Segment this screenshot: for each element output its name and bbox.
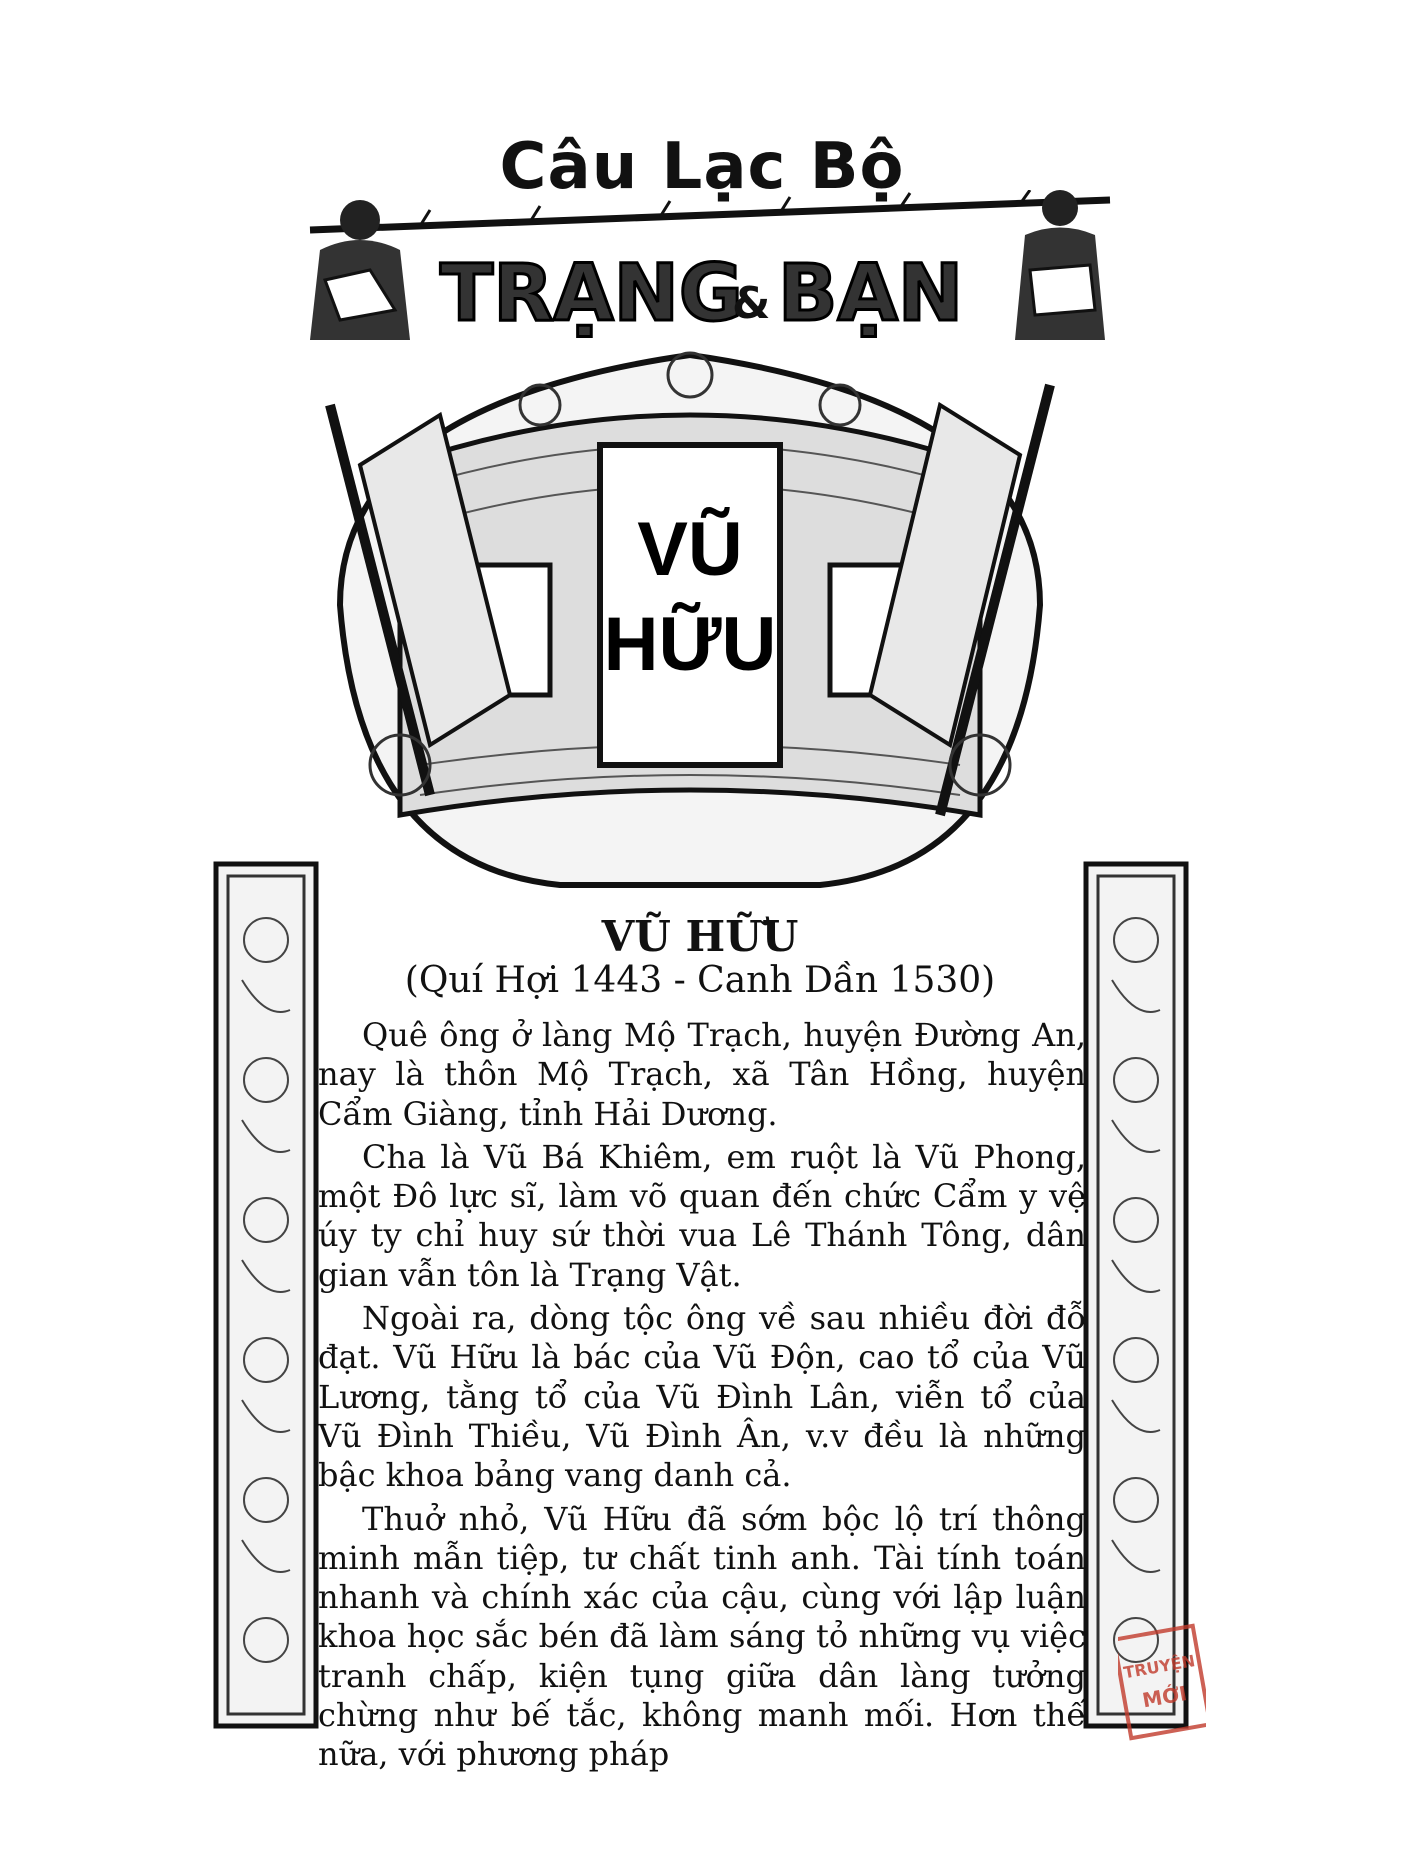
series-title: Câu Lạc Bộ — [499, 130, 905, 204]
figure-left-illustration — [310, 200, 410, 340]
left-pillar-border — [212, 860, 320, 1730]
plaque-line-2: HỮU — [603, 602, 777, 687]
ornamental-gate-illustration — [280, 345, 1100, 905]
plaque-line-1: VŨ — [637, 507, 743, 592]
watermark-line-2: MỚI — [1140, 1681, 1189, 1713]
watermark-stamp — [1118, 1622, 1206, 1742]
paragraph: Quê ông ở làng Mộ Trạch, huyện Đường An, nay là thôn Mộ Trạch, xã Tân Hồng, huyện Cẩm Giàng, tỉnh Hải Dương. — [318, 1016, 1086, 1133]
figure-right-illustration — [1015, 190, 1105, 340]
paragraph: Thuở nhỏ, Vũ Hữu đã sớm bộc lộ trí thông minh mẫn tiệp, tư chất tinh anh. Tài tính toán nhanh và chính xác của cậu, cùng với lập luận khoa học sắc bén đã làm sáng tỏ những vụ việc tranh chấp, kiện tụng giữa dân làng tưởng chừng như bế tắc, không manh mối. Hơn thế nữa, với phương pháp — [318, 1499, 1086, 1774]
logo-word-right: BẠN — [778, 249, 964, 339]
article-body — [318, 1016, 1086, 1779]
logo-word-left: TRẠNG — [440, 249, 743, 339]
article-dates: (Quí Hợi 1443 - Canh Dần 1530) — [404, 960, 996, 1001]
paragraph: Ngoài ra, dòng tộc ông về sau nhiều đời đỗ đạt. Vũ Hữu là bác của Vũ Độn, cao tổ của Vũ Lương, tằng tổ của Vũ Đình Lân, viễn tổ của Vũ Đình Thiều, Vũ Đình Ân, v.v đều là những bậc khoa bảng vang danh cả. — [318, 1299, 1086, 1495]
series-logo — [300, 190, 1120, 340]
right-pillar-border — [1082, 860, 1190, 1730]
paragraph: Cha là Vũ Bá Khiêm, em ruột là Vũ Phong, một Đô lực sĩ, làm võ quan đến chức Cẩm y vệ úy ty chỉ huy sứ thời vua Lê Thánh Tông, dân gian vẫn tôn là Trạng Vật. — [318, 1137, 1086, 1294]
logo-ampersand: & — [732, 278, 771, 329]
article-heading: VŨ HỮU — [601, 912, 799, 961]
watermark-line-1: TRUYỆN — [1122, 1651, 1197, 1683]
